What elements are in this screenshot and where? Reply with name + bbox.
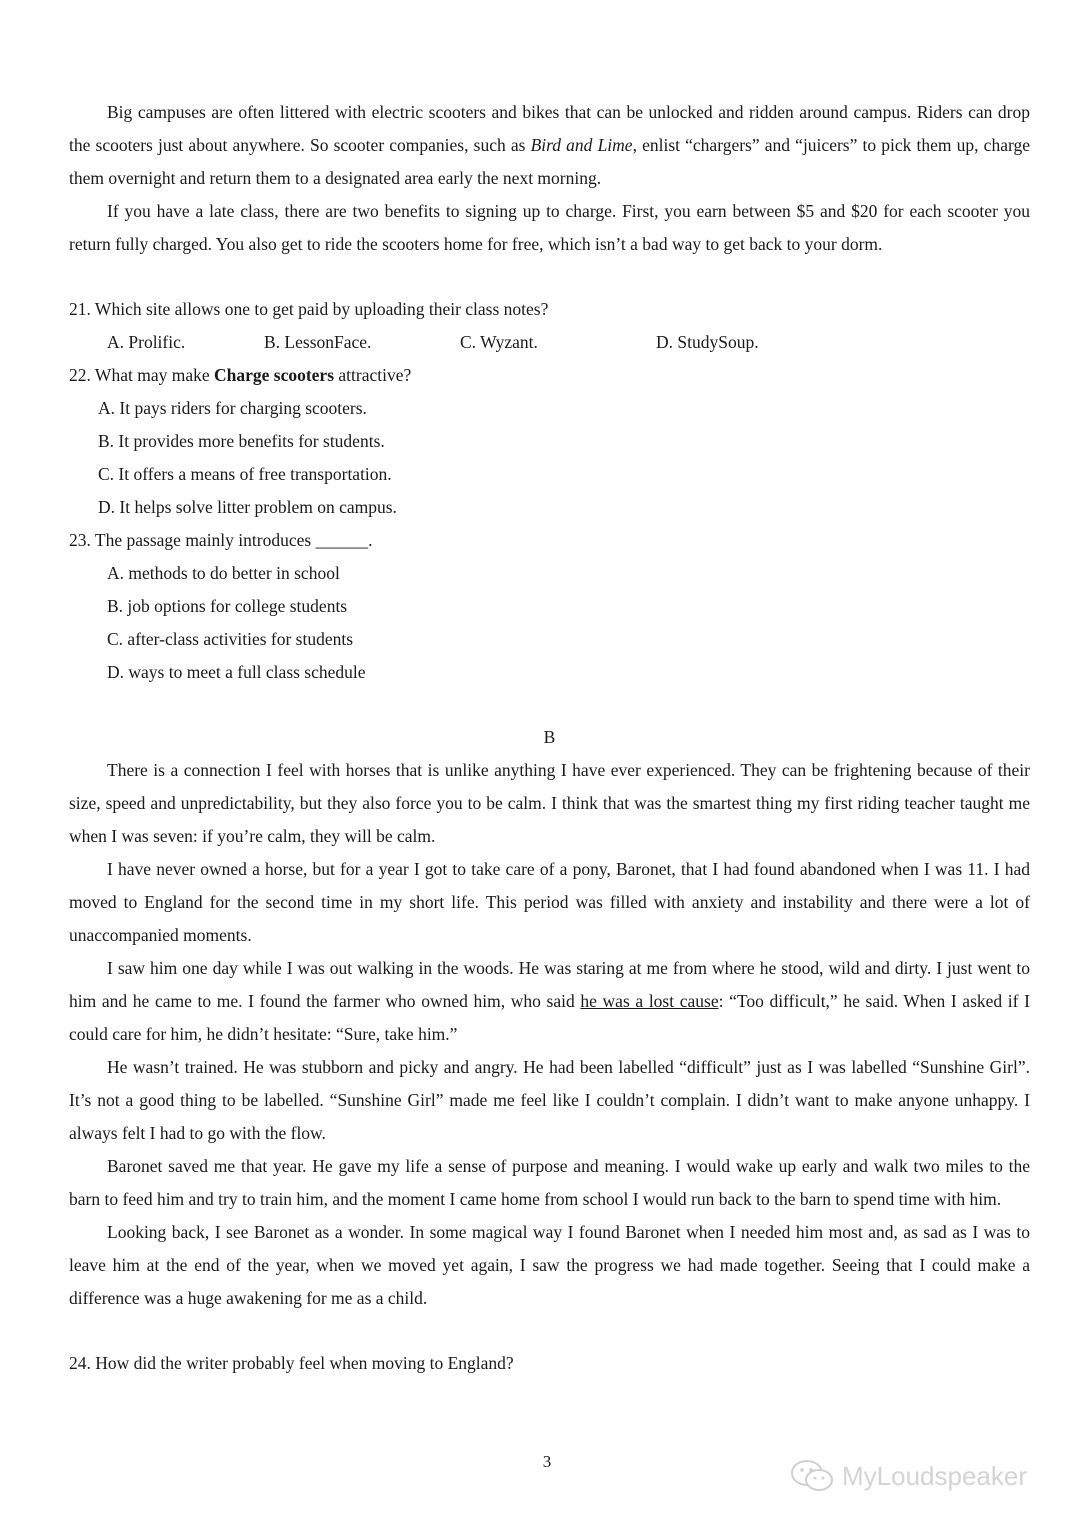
question-22-stem bbox=[69, 359, 1030, 392]
wechat-icon bbox=[790, 1458, 836, 1494]
q23-option-b[interactable]: B. job options for college students bbox=[107, 596, 348, 616]
question-23-stem: 23. The passage mainly introduces ______. bbox=[69, 530, 373, 550]
passage-a-paragraph-1 bbox=[69, 96, 1030, 195]
q21-option-b[interactable]: B. LessonFace. bbox=[264, 332, 372, 352]
spacer bbox=[69, 261, 1030, 293]
text-run: 22. What may make bbox=[69, 365, 214, 385]
section-heading-b: B bbox=[543, 727, 556, 747]
company-names: Bird and Lime bbox=[530, 135, 633, 155]
question-24-stem: 24. How did the writer probably feel when moving to England? bbox=[69, 1353, 514, 1373]
underlined-phrase: he was a lost cause bbox=[580, 991, 719, 1011]
spacer bbox=[69, 1315, 1030, 1347]
q21-option-d[interactable]: D. StudySoup. bbox=[656, 332, 759, 352]
q22-option-a[interactable]: A. It pays riders for charging scooters. bbox=[98, 398, 367, 418]
q22-option-d[interactable]: D. It helps solve litter problem on campus. bbox=[98, 497, 397, 517]
passage-a-paragraph-2: If you have a late class, there are two benefits to signing up to charge. First, you earn between $5 and $20 for each scooter you return fully charged. You also get to ride the scooters home for free, which isn’t a bad way to get back to your dorm. bbox=[69, 201, 1030, 254]
question-21-options bbox=[69, 326, 1030, 359]
text-run: I saw him one day while I was out walking in the woods. He was staring at me from where he stood, wild and dirty. I just went to him and he came to me. I found the farmer who owned him, who said bbox=[69, 958, 1030, 1011]
text-run: attractive? bbox=[334, 365, 412, 385]
question-21-stem: 21. Which site allows one to get paid by uploading their class notes? bbox=[69, 299, 549, 319]
watermark bbox=[790, 1458, 1027, 1494]
q23-option-a[interactable]: A. methods to do better in school bbox=[107, 563, 340, 583]
watermark-text: MyLoudspeaker bbox=[842, 1460, 1027, 1491]
passage-b-paragraph-3 bbox=[69, 952, 1030, 1051]
q23-option-c[interactable]: C. after-class activities for students bbox=[107, 629, 354, 649]
text-run: : “Too difficult,” he said. When I asked if I could care for him, he didn’t hesitate: “Sure, take him.” bbox=[69, 991, 1030, 1044]
document-page bbox=[69, 96, 1030, 1380]
q21-option-a[interactable]: A. Prolific. bbox=[107, 332, 186, 352]
passage-b-paragraph-1: There is a connection I feel with horses that is unlike anything I have ever experienced. They can be frightening because of their size, speed and unpredictability, but they also force you to be calm. I think that was the smartest thing my first riding teacher taught me when I was seven: if you’re calm, they will be calm. bbox=[69, 760, 1030, 846]
bold-term: Charge scooters bbox=[213, 365, 335, 385]
q23-option-d[interactable]: D. ways to meet a full class schedule bbox=[107, 662, 366, 682]
passage-b-paragraph-5: Baronet saved me that year. He gave my life a sense of purpose and meaning. I would wake up early and walk two miles to the barn to feed him and try to train him, and the moment I came home from school I would run back to the barn to spend time with him. bbox=[69, 1156, 1030, 1209]
q22-option-b[interactable]: B. It provides more benefits for students. bbox=[98, 431, 385, 451]
text-run: , enlist “chargers” and “juicers” to pick them up, charge them overnight and return them to a designated area early the next morning. bbox=[69, 135, 1030, 188]
q21-option-c[interactable]: C. Wyzant. bbox=[460, 332, 538, 352]
spacer bbox=[69, 689, 1030, 721]
passage-b-paragraph-4: He wasn’t trained. He was stubborn and picky and angry. He had been labelled “difficult” just as I was labelled “Sunshine Girl”. It’s not a good thing to be labelled. “Sunshine Girl” made me feel like I couldn’t complain. I didn’t want to make anyone unhappy. I always felt I had to go with the flow. bbox=[69, 1057, 1030, 1143]
q22-option-c[interactable]: C. It offers a means of free transportation. bbox=[98, 464, 392, 484]
passage-b-paragraph-6: Looking back, I see Baronet as a wonder. In some magical way I found Baronet when I needed him most and, as sad as I was to leave him at the end of the year, when we moved yet again, I saw the progress we had made together. Seeing that I could make a difference was a huge awakening for me as a child. bbox=[69, 1222, 1030, 1308]
passage-b-paragraph-2: I have never owned a horse, but for a year I got to take care of a pony, Baronet, that I had found abandoned when I was 11. I had moved to England for the second time in my short life. This period was filled with anxiety and instability and there were a lot of unaccompanied moments. bbox=[69, 859, 1030, 945]
text-run: Big campuses are often littered with electric scooters and bikes that can be unlocked and ridden around campus. Riders can drop the scooters just about anywhere. So scooter companies, such as bbox=[69, 102, 1030, 155]
page-number: 3 bbox=[542, 1452, 552, 1471]
